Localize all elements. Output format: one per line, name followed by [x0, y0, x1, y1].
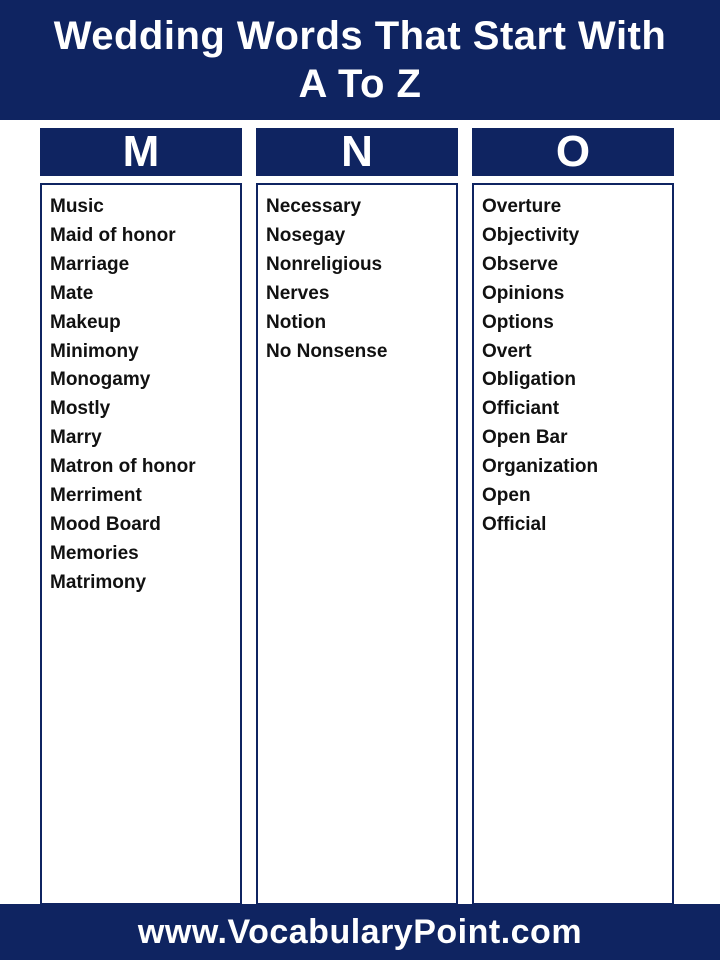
column-header-n: N [256, 128, 458, 176]
list-item: Options [482, 311, 554, 333]
list-item: Organization [482, 456, 599, 478]
website-url: www.VocabularyPoint.com [137, 912, 583, 951]
column-header-o: O [472, 128, 674, 176]
list-item: Obligation [482, 369, 576, 391]
list-item: Minimony [50, 340, 139, 362]
word-list-o [474, 185, 672, 540]
list-item: Necessary [266, 196, 362, 217]
word-column-o [472, 183, 674, 905]
word-list-m [42, 185, 240, 598]
list-item: Mood Board [50, 513, 161, 535]
list-item: Marriage [50, 253, 130, 275]
list-item: Nonreligious [266, 253, 383, 275]
list-item: Nerves [266, 282, 330, 304]
list-item: Merriment [50, 485, 142, 507]
list-item: Opinions [482, 282, 565, 304]
list-item: Nosegay [266, 224, 346, 246]
list-item: Observe [482, 253, 559, 275]
list-item: Monogamy [50, 369, 151, 391]
footer-banner [0, 904, 720, 960]
list-item: Memories [50, 542, 139, 564]
list-item: Notion [266, 311, 327, 333]
list-item: Open [482, 485, 531, 507]
list-item: Open Bar [482, 427, 568, 449]
list-item: Marry [50, 427, 102, 449]
list-item: Official [482, 513, 547, 535]
list-item: Overture [482, 196, 562, 217]
word-list-n [258, 185, 456, 366]
list-item: Objectivity [482, 224, 580, 246]
page-title: Wedding Words That Start With A To Z [53, 14, 667, 106]
list-item: Matrimony [50, 571, 147, 593]
list-item: Mate [50, 282, 94, 304]
list-item: Maid of honor [50, 224, 176, 246]
title-banner [0, 0, 720, 120]
list-item: Overt [482, 340, 532, 362]
list-item: Matron of honor [50, 456, 196, 478]
list-item: Officiant [482, 398, 560, 420]
word-column-m [40, 183, 242, 905]
list-item: Makeup [50, 311, 121, 333]
column-header-m: M [40, 128, 242, 176]
list-item: Mostly [50, 398, 111, 420]
word-column-n [256, 183, 458, 905]
list-item: Music [50, 196, 104, 217]
list-item: No Nonsense [266, 340, 388, 362]
